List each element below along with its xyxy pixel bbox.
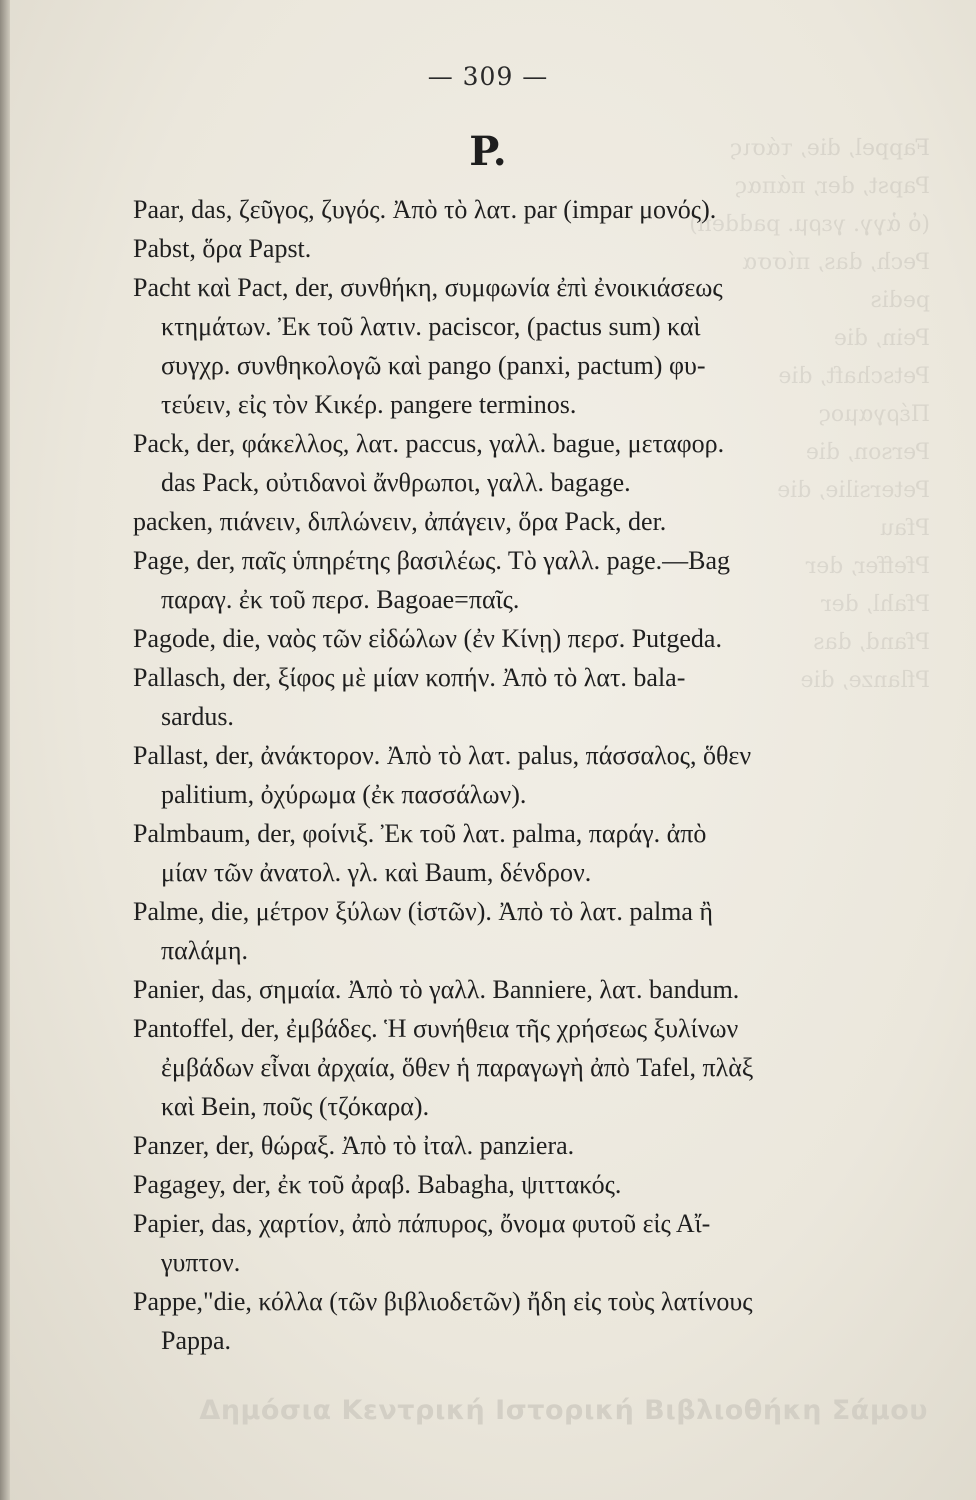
entry-line: Palmbaum, der, φοίνιξ. Ἐκ τοῦ λατ. palma, παράγ. ἀπὸ	[133, 819, 707, 848]
entry-line: Pappa.	[161, 1326, 232, 1355]
library-watermark: Δημόσια Κεντρική Ιστορική Βιβλιοθήκη Σάμου	[199, 1395, 928, 1426]
entry-line: γυπτον.	[161, 1248, 241, 1277]
entry-line: κτημάτων. Ἐκ τοῦ λατιν. paciscor, (pactus sum) καὶ	[161, 312, 701, 341]
entry-line: das Pack, οὐτιδανοὶ ἄνθρωποι, γαλλ. bagage.	[161, 468, 631, 497]
entry-line: μίαν τῶν ἀνατολ. γλ. καὶ Baum, δένδρον.	[161, 858, 592, 887]
entry-line: τεύειν, εἰς τὸν Κικέρ. pangere terminos.	[161, 390, 577, 419]
entry-line: palitium, ὀχύρωμα (ἐκ πασσάλων).	[161, 780, 527, 809]
entry-line: Panzer, der, θώραξ. Ἀπὸ τὸ ἰταλ. panziera.	[133, 1131, 575, 1160]
entry-line: Pappe,"die, κόλλα (τῶν βιβλιοδετῶν) ἤδη εἰς τοὺς λατίνους	[133, 1287, 753, 1316]
entry-line: Pacht καὶ Pact, der, συνθήκη, συμφωνία ἐπὶ ἐνοικιάσεως	[133, 273, 723, 302]
entry-line: Pantoffel, der, ἐμβάδες. Ἡ συνήθεια τῆς χρήσεως ξυλίνων	[133, 1014, 739, 1043]
entry-line: συγχρ. συνθηκολογῶ καὶ pango (panxi, pactum) φυ-	[161, 351, 706, 380]
page-gutter-shadow	[0, 0, 10, 1500]
entry-line: Page, der, παῖς ὑπηρέτης βασιλέως. Τὸ γαλλ. page.—Bag	[133, 546, 731, 575]
section-letter: P.	[469, 128, 507, 175]
entry-line: Papier, das, χαρτίον, ἀπὸ πάπυρος, ὄνομα φυτοῦ εἰς Αἴ-	[133, 1209, 711, 1238]
bleed-through-texture: Fappel, die, τάσις Papst, der, πάπας (ὁ ἀγγ. γερμ. padden) Pech, das, πίσσα pedis Pein, die Petschaft, die Πέργαμος Person, die Petersilie, die Pfau Pfeffer, der Pfahl, der Pfand, das Pflanze, die	[689, 136, 930, 693]
page-number: — 309 —	[427, 62, 549, 91]
entry-line: Pagode, die, ναὸς τῶν εἰδώλων (ἐν Κίνῃ) περσ. Putgeda.	[133, 624, 722, 653]
entry-line: ἐμβάδων εἶναι ἀρχαία, ὅθεν ἡ παραγωγὴ ἀπὸ Tafel, πλὰξ	[161, 1053, 754, 1082]
entry-line: packen, πιάνειν, διπλώνειν, ἀπάγειν, ὅρα Pack, der.	[133, 507, 667, 536]
entry-line: Palme, die, μέτρον ξύλων (ἱστῶν). Ἀπὸ τὸ λατ. palma ἢ	[133, 897, 714, 926]
entry-line: sardus.	[161, 702, 234, 731]
entry-line: παλάμη.	[161, 936, 249, 965]
entry-line: Pallasch, der, ξίφος μὲ μίαν κοπήν. Ἀπὸ τὸ λατ. bala-	[133, 663, 686, 692]
entry-line: παραγ. ἐκ τοῦ περσ. Bagoae=παῖς.	[161, 585, 520, 614]
entry-line: Panier, das, σημαία. Ἀπὸ τὸ γαλλ. Banniere, λατ. bandum.	[133, 975, 740, 1004]
entry-line: Pallast, der, ἀνάκτορον. Ἀπὸ τὸ λατ. palus, πάσσαλος, ὅθεν	[133, 741, 752, 770]
entry-line: Paar, das, ζεῦγος, ζυγός. Ἀπὸ τὸ λατ. par (impar μονός).	[133, 195, 717, 224]
entry-line: Pagagey, der, ἐκ τοῦ ἀραβ. Babagha, ψιττακός.	[133, 1170, 622, 1199]
entry-line: καὶ Bein, ποῦς (τζόκαρα).	[161, 1092, 430, 1121]
dictionary-entries	[133, 190, 853, 1360]
entry-line: Pabst, ὅρα Papst.	[133, 234, 312, 263]
entry-line: Pack, der, φάκελλος, λατ. paccus, γαλλ. bague, μεταφορ.	[133, 429, 725, 458]
